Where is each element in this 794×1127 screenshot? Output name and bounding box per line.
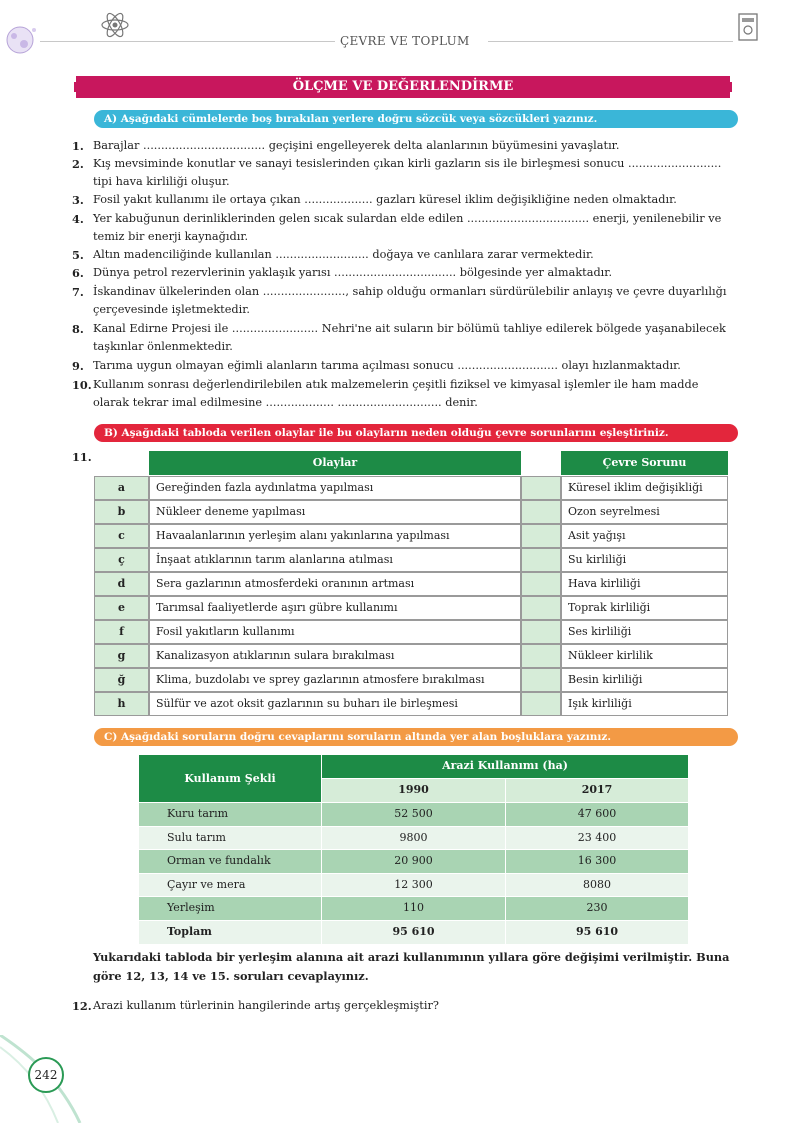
event-cell: Sera gazlarının atmosferdeki oranının artması — [149, 572, 521, 596]
page-number-badge — [28, 1057, 64, 1093]
value-2017-cell: 16 300 — [505, 849, 688, 873]
row-label: d — [94, 572, 149, 596]
event-cell: Fosil yakıtların kullanımı — [149, 620, 521, 644]
event-cell: Havaalanlarının yerleşim alanı yakınlarına yapılması — [149, 524, 521, 548]
question-text: Fosil yakıt kullanımı ile ortaya çıkan ................... gazları küresel iklim değişikliğine neden olmaktadır. — [93, 193, 677, 206]
section-banner: ÖLÇME VE DEĞERLENDİRME — [84, 76, 722, 98]
section-c-title: C) Aşağıdaki soruların doğru cevaplarını soruların altında yer alan boşluklara yazınız. — [94, 728, 738, 746]
problem-cell: Nükleer kirlilik — [561, 644, 728, 668]
usage-name-cell: Sulu tarım — [138, 826, 321, 850]
events-header: Olaylar — [149, 451, 521, 475]
row-label: b — [94, 500, 149, 524]
row-label: g — [94, 644, 149, 668]
question-6 — [72, 264, 738, 282]
question-number: 5. — [72, 248, 84, 262]
answer-gap — [521, 692, 561, 716]
question-1 — [72, 137, 738, 155]
header-atom-icon — [100, 10, 130, 40]
answer-gap — [521, 548, 561, 572]
question-number: 4. — [72, 212, 84, 226]
answer-gap — [521, 524, 561, 548]
problem-cell: Besin kirliliği — [561, 668, 728, 692]
row-label: h — [94, 692, 149, 716]
header-globe-icon — [0, 20, 42, 56]
question-number: 9. — [72, 359, 84, 373]
question-text: Tarıma uygun olmayan eğimli alanların tarıma açılması sonucu ............................ olayı hızlanmaktadır. — [93, 359, 681, 372]
value-1990-cell: 12 300 — [321, 873, 505, 897]
value-1990-cell: 110 — [321, 896, 505, 920]
question-number: 1. — [72, 139, 84, 153]
section-b-title: B) Aşağıdaki tabloda verilen olaylar ile bu olayların neden olduğu çevre sorunlarını eşleştiriniz. — [94, 424, 738, 442]
event-cell: Gereğinden fazla aydınlatma yapılması — [149, 476, 521, 500]
answer-gap — [521, 476, 561, 500]
answer-gap — [521, 620, 561, 644]
section-a-title: A) Aşağıdaki cümlelerde boş bırakılan yerlere doğru sözcük veya sözcükleri yazınız. — [94, 110, 738, 128]
usage-name-cell: Toplam — [138, 920, 321, 944]
question-5 — [72, 246, 738, 264]
question-number: 8. — [72, 322, 84, 336]
question-7 — [72, 283, 738, 319]
question-text: Kanal Edirne Projesi ile ........................ Nehri'ne ait suların bir bölümü tahliye edilerek bölgede yaşanabilecek taşkınlar önlenmektedir. — [93, 322, 726, 353]
question-8 — [72, 320, 738, 356]
event-cell: Nükleer deneme yapılması — [149, 500, 521, 524]
event-cell: Kanalizasyon atıklarının sulara bırakılması — [149, 644, 521, 668]
answer-gap — [521, 572, 561, 596]
question-10 — [72, 376, 738, 412]
year-1990-header: 1990 — [321, 778, 505, 802]
value-1990-cell: 95 610 — [321, 920, 505, 944]
value-2017-cell: 8080 — [505, 873, 688, 897]
question-number: 7. — [72, 285, 84, 299]
problems-header: Çevre Sorunu — [561, 451, 728, 475]
value-1990-cell: 52 500 — [321, 802, 505, 826]
question-text: Altın madenciliğinde kullanılan .......................... doğaya ve canlılara zarar vermektedir. — [93, 248, 594, 261]
question-number: 6. — [72, 266, 84, 280]
event-cell: Sülfür ve azot oksit gazlarının su buharı ile birleşmesi — [149, 692, 521, 716]
banner-left-cap — [74, 76, 82, 98]
problem-cell: Toprak kirliliği — [561, 596, 728, 620]
usage-name-cell: Yerleşim — [138, 896, 321, 920]
usage-name-cell: Kuru tarım — [138, 802, 321, 826]
problem-cell: Küresel iklim değişikliği — [561, 476, 728, 500]
problem-cell: Su kirliliği — [561, 548, 728, 572]
usage-header: Kullanım Şekli — [138, 754, 321, 802]
value-2017-cell: 230 — [505, 896, 688, 920]
row-label: c — [94, 524, 149, 548]
question-12-number: 12. — [72, 999, 92, 1013]
usage-name-cell: Orman ve fundalık — [138, 849, 321, 873]
year-2017-header: 2017 — [505, 778, 688, 802]
answer-gap — [521, 500, 561, 524]
row-label: a — [94, 476, 149, 500]
question-number: 3. — [72, 193, 84, 207]
problem-cell: Işık kirliliği — [561, 692, 728, 716]
row-label: ç — [94, 548, 149, 572]
row-label: ğ — [94, 668, 149, 692]
problem-cell: Hava kirliliği — [561, 572, 728, 596]
question-text: Kış mevsiminde konutlar ve sanayi tesislerinden çıkan kirli gazların sis ile birleşmesi sonucu .......................... tipi hava kirliliği oluşur. — [93, 157, 722, 188]
table-caption: Yukarıdaki tabloda bir yerleşim alanına ait arazi kullanımının yıllara göre değişimi verilmiştir. Buna göre 12, 13, 14 ve 15. soruları cevaplayınız. — [93, 950, 730, 983]
header-line-left — [40, 41, 335, 42]
question-12-text: Arazi kullanım türlerinin hangilerinde artış gerçekleşmiştir? — [93, 999, 439, 1012]
header-lab-icon — [737, 12, 759, 42]
answer-gap — [521, 668, 561, 692]
question-text: Barajlar .................................. geçişini engelleyerek delta alanlarının büyümesini yavaşlatır. — [93, 139, 620, 152]
question-text: İskandinav ülkelerinden olan ......................., sahip olduğu ormanları sürdürülebilir anlayış ve çevre duyarlılığı çerçevesinde işletmektedir. — [93, 285, 727, 316]
question-4 — [72, 210, 738, 246]
question-text: Yer kabuğunun derinliklerinden gelen sıcak sulardan elde edilen .................................. enerji, yenilenebilir ve temiz bir enerji kaynağıdır. — [93, 212, 722, 243]
header-title: ÇEVRE VE TOPLUM — [340, 34, 470, 48]
question-3 — [72, 191, 738, 209]
value-2017-cell: 23 400 — [505, 826, 688, 850]
answer-gap — [521, 644, 561, 668]
banner-right-cap — [722, 76, 730, 98]
answer-gap — [521, 596, 561, 620]
question-number: 2. — [72, 157, 84, 171]
value-2017-cell: 95 610 — [505, 920, 688, 944]
problem-cell: Ses kirliliği — [561, 620, 728, 644]
header-line-right — [488, 41, 733, 42]
land-use-header: Arazi Kullanımı (ha) — [321, 754, 688, 778]
question-text: Kullanım sonrası değerlendirilebilen atık malzemelerin çeşitli fiziksel ve kimyasal işlemler ile ham madde olarak tekrar imal edilmesine ................... ............................. denir. — [93, 378, 699, 409]
question-text: Dünya petrol rezervlerinin yaklaşık yarısı .................................. bölgesinde yer almaktadır. — [93, 266, 613, 279]
event-cell: Klima, buzdolabı ve sprey gazlarının atmosfere bırakılması — [149, 668, 521, 692]
question-number: 10. — [72, 378, 92, 392]
problem-cell: Ozon seyrelmesi — [561, 500, 728, 524]
question-2 — [72, 155, 738, 191]
question-12 — [72, 997, 738, 1015]
value-2017-cell: 47 600 — [505, 802, 688, 826]
event-cell: İnşaat atıklarının tarım alanlarına atılması — [149, 548, 521, 572]
value-1990-cell: 20 900 — [321, 849, 505, 873]
usage-name-cell: Çayır ve mera — [138, 873, 321, 897]
row-label: e — [94, 596, 149, 620]
problem-cell: Asit yağışı — [561, 524, 728, 548]
question-9 — [72, 357, 738, 375]
row-label: f — [94, 620, 149, 644]
value-1990-cell: 9800 — [321, 826, 505, 850]
event-cell: Tarımsal faaliyetlerde aşırı gübre kullanımı — [149, 596, 521, 620]
question-11-number: 11. — [72, 450, 92, 464]
page-number: 242 — [34, 1068, 58, 1082]
